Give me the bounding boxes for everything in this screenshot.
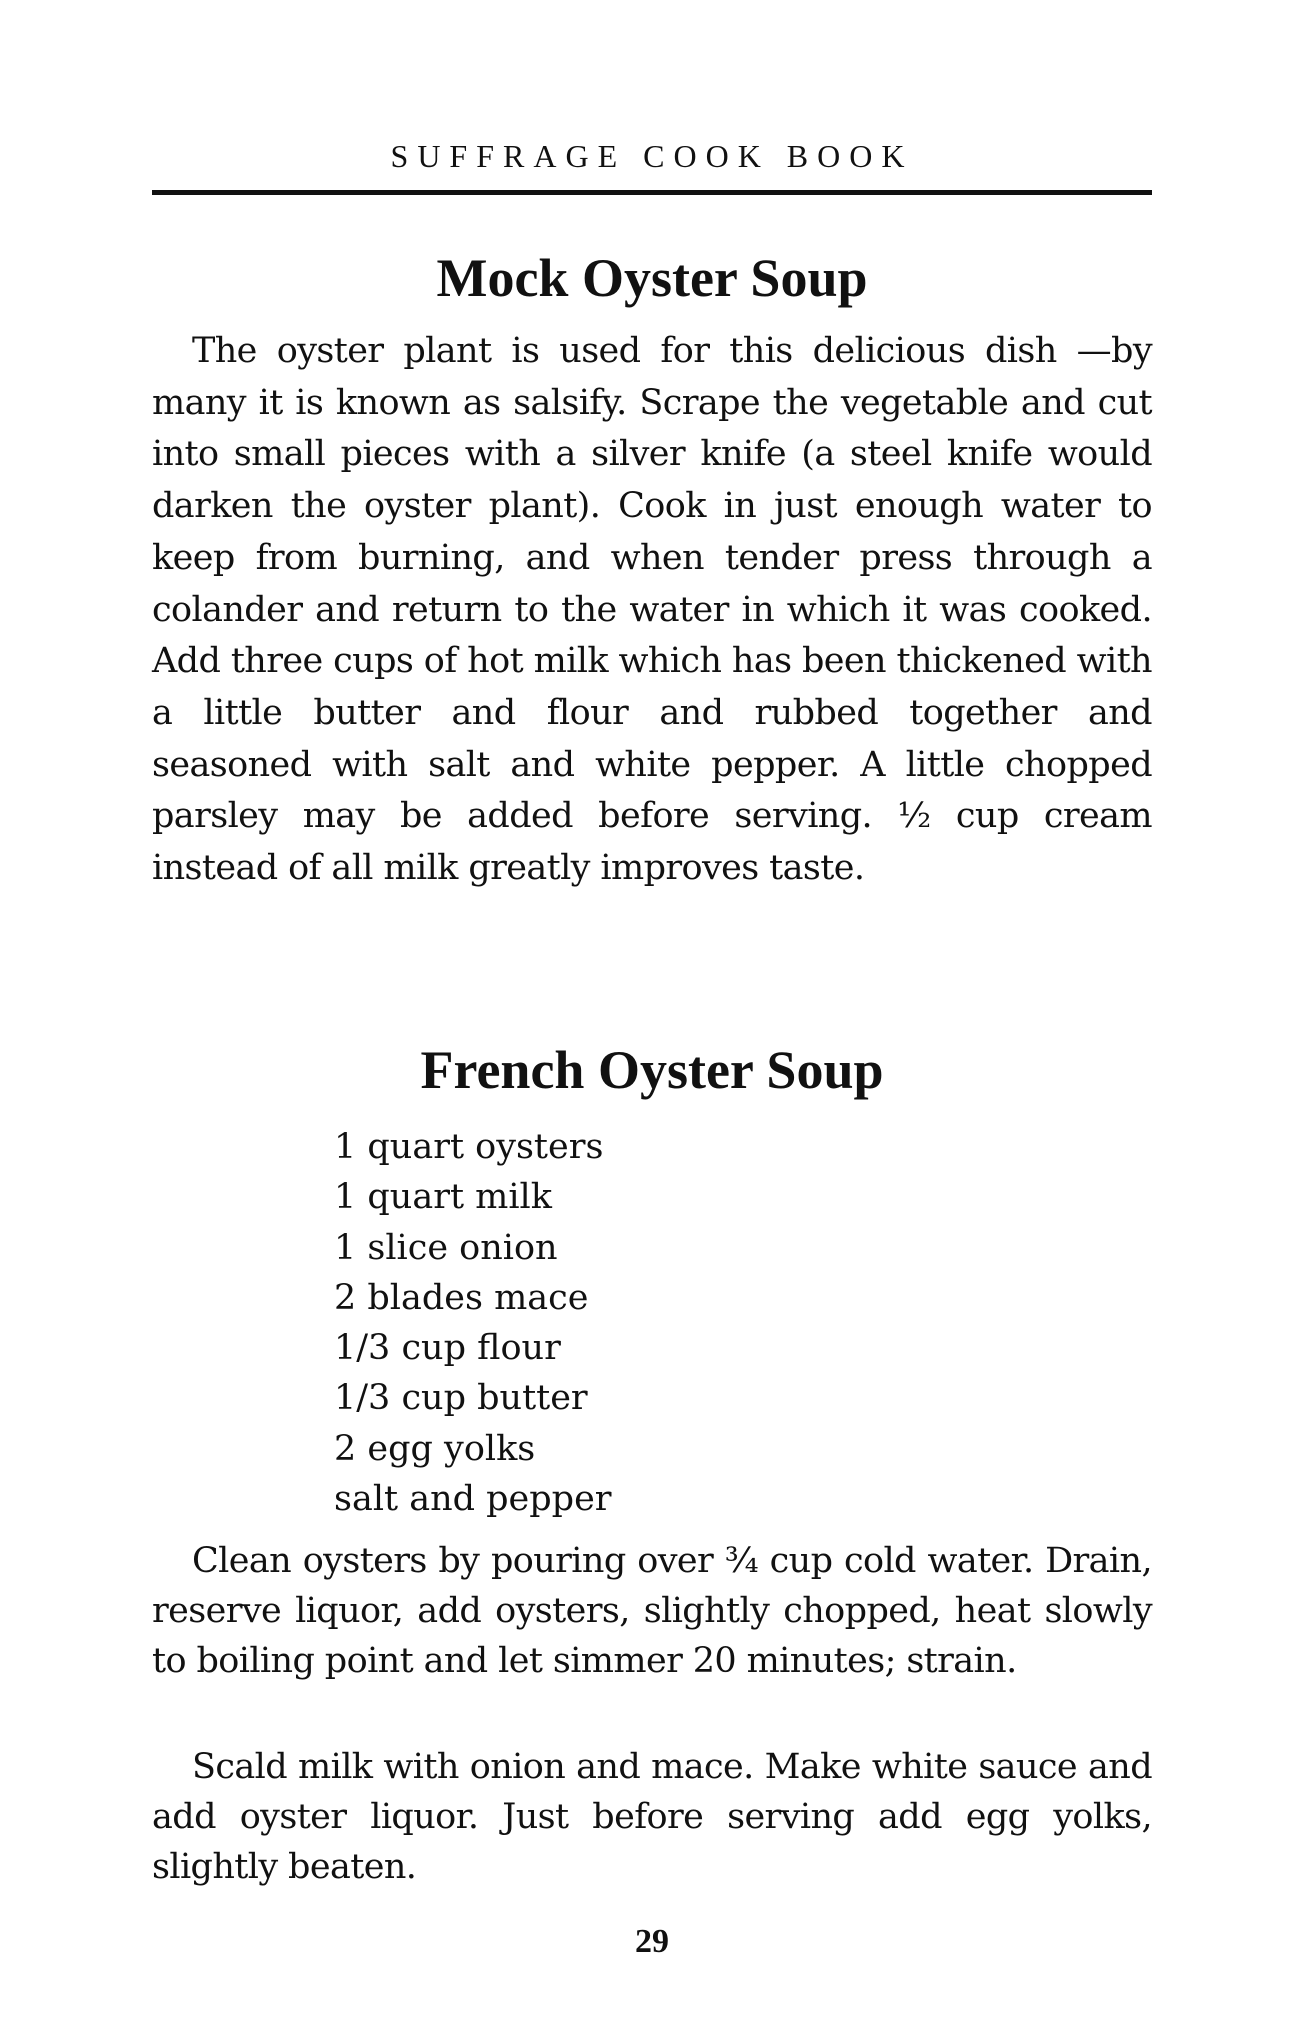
ingredient-item: 2 blades mace <box>334 1277 589 1318</box>
recipe-title-french-oyster-soup: French Oyster Soup <box>420 1040 884 1100</box>
ingredient-item: 1/3 cup flour <box>334 1328 561 1369</box>
page-number: 29 <box>635 1923 669 1960</box>
ingredient-item: 1 quart milk <box>334 1177 552 1218</box>
ingredient-item: salt and pepper <box>334 1479 612 1520</box>
recipe-paragraph: Clean oysters by pouring over ¾ cup cold water. Drain, reserve liquor, add oysters, slightly chopped, heat slowly to boiling point and let simmer 20 minutes; strain. <box>152 1541 1152 1681</box>
recipe-title-mock-oyster-soup: Mock Oyster Soup <box>436 248 868 308</box>
recipe-paragraph: The oyster plant is used for this delicious dish —by many it is known as salsify. Scrape the vegetable and cut into small pieces with a silver knife (a steel knife would darken the oyster plant). Cook in just enough water to keep from burning, and when tender press through a colander and return to the water in which it was cooked. Add three cups of hot milk which has been thickened with a little butter and flour and rubbed together and seasoned with salt and white pepper. A little chopped parsley may be added before serving. ½ cup cream instead of all milk greatly improves taste. <box>152 331 1152 889</box>
book-page <box>152 0 1152 2020</box>
ingredient-list <box>334 1122 934 1524</box>
header-rule <box>152 190 1152 195</box>
ingredient-item: 1 quart oysters <box>334 1127 604 1167</box>
ingredient-item: 2 egg yolks <box>334 1428 536 1469</box>
ingredient-item: 1 slice onion <box>334 1227 558 1268</box>
ingredient-item: 1/3 cup butter <box>334 1378 588 1419</box>
running-head: SUFFRAGE COOK BOOK <box>390 138 914 174</box>
recipe-paragraph: Scald milk with onion and mace. Make white sauce and add oyster liquor. Just before serving add egg yolks, slightly beaten. <box>152 1747 1152 1887</box>
